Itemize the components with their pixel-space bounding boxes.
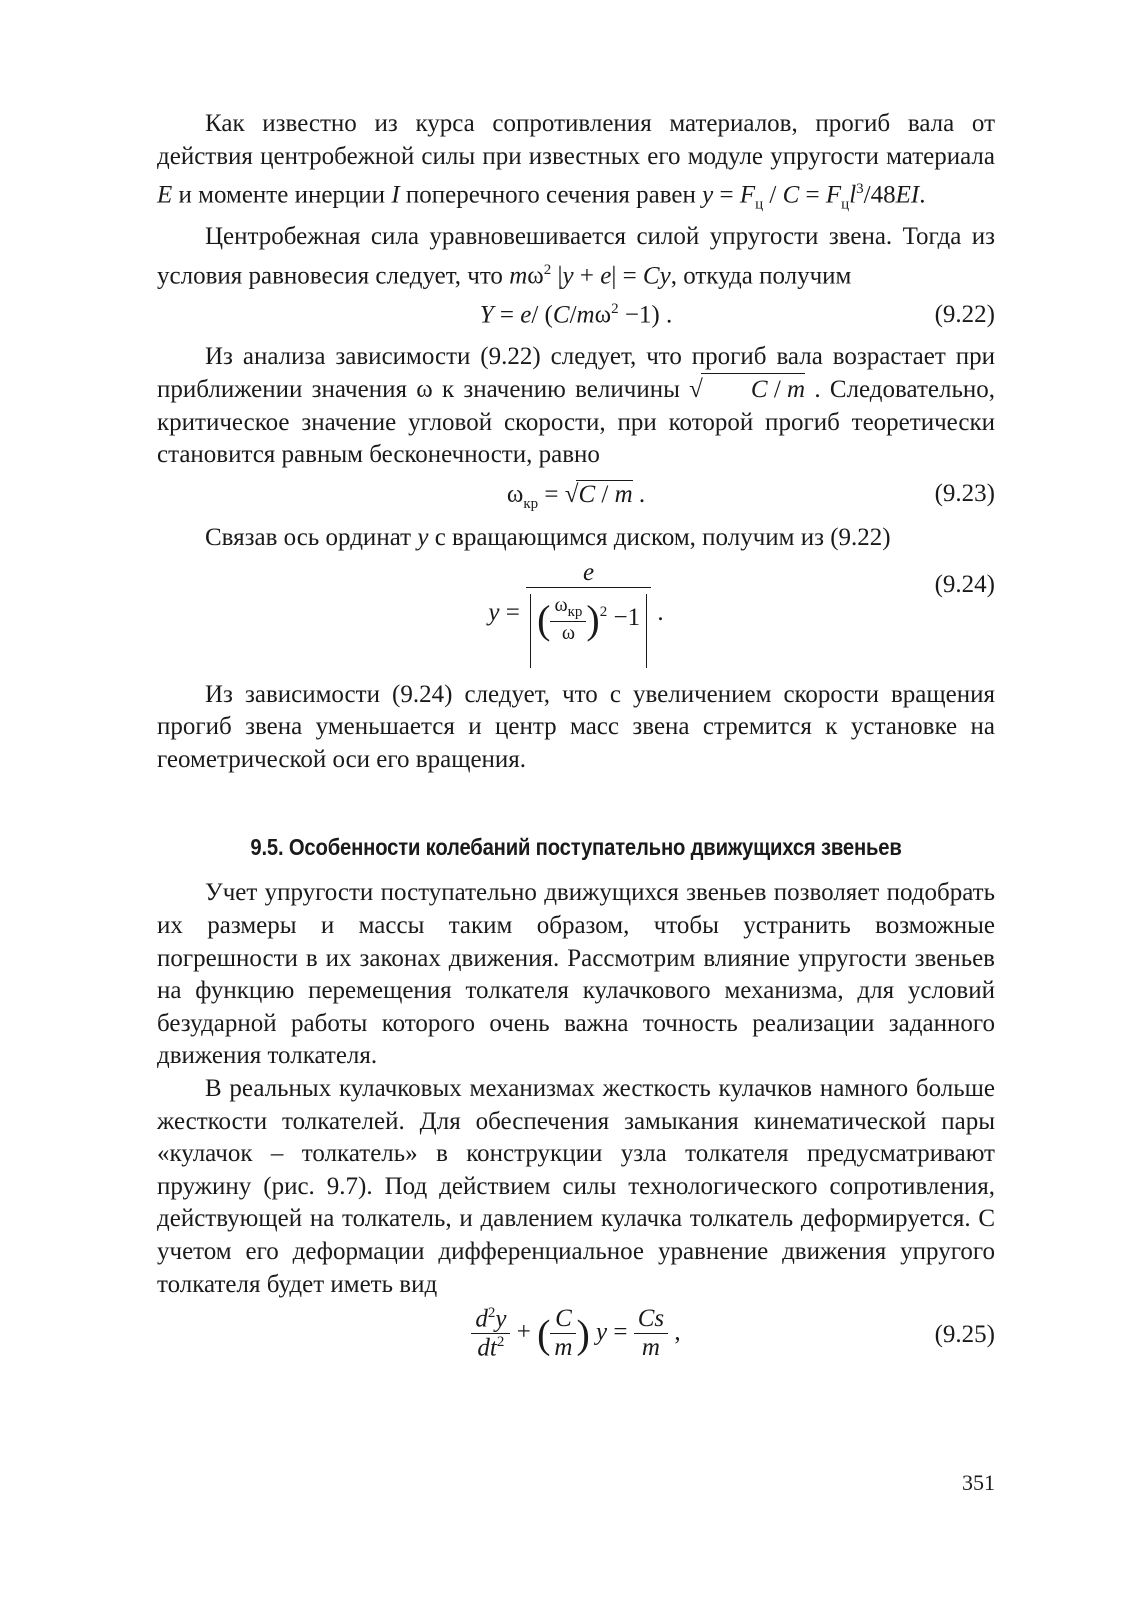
page-number: 351 <box>962 1470 995 1495</box>
equation-number: (9.23) <box>934 480 995 507</box>
page-body <box>157 108 995 1381</box>
paragraph-3: Из анализа зависимости (9.22) следует, что прогиб вала возрастает при приближении значения ω к значению величины √ C / m . Следовательно, критическое значение угловой скорости, при которой прогиб теоретически становится равным бесконечности, равно <box>157 342 995 469</box>
equation-number: (9.24) <box>934 570 995 598</box>
paragraph-4: Связав ось ординат y с вращающимся диском, получим из (9.22) <box>205 524 891 551</box>
equation-9-22: Y = e/ $(C/m\omega^2 -1)$ . (9.22) <box>479 300 995 328</box>
equation-number: (9.22) <box>934 300 995 328</box>
paragraph-5: Из зависимости (9.24) следует, что с увеличением скорости вращения прогиб звена уменьшается и центр масс звена стремится к установке на геометрической оси его вращения. <box>157 680 995 773</box>
paragraph-1: Как известно из курса сопротивления материалов, прогиб вала от действия центробежной силы при известных его модуле упругости материала E и моменте инерции I поперечного сечения равен $y = F_ц / C = F_цl^3/48EI$. <box>157 110 995 213</box>
paragraph-6: Учет упругости поступательно движущихся звеньев позволяет подобрать их размеры и массы таким образом, чтобы устранить возможные погрешности в их законах движения. Рассмотрим влияние упругости звеньев на функцию перемещения толкателя кулачкового механизма, для условий безударной работы которого очень важна точность реализации заданного движения толкателя. <box>157 879 995 1070</box>
equation-9-25: $\frac{d^2y}{dt^2}$ + ( $\frac{C}{m}$ ) y = $\frac{Cs}{m}$ , (9.25) <box>157 1301 995 1381</box>
equation-number: (9.25) <box>934 1321 995 1349</box>
equation-9-24: y = e ( $\frac{\omega_{кр}}{\omega}$ )$^2$ −1 . (9.24) <box>157 555 995 679</box>
equation-9-23: $\omega_{кр} = √C / m$ . (9.23) <box>506 480 995 512</box>
paragraph-2: Центробежная сила уравновешивается силой упругости звена. Тогда из условия равновесия следует, что $m\omega^2$ |y + e| = Cy, откуда получим <box>157 223 995 290</box>
section-heading: 9.5. Особенности колебаний поступательно движущихся звеньев <box>250 834 902 861</box>
paragraph-7: В реальных кулачковых механизмах жесткость кулачков намного больше жесткости толкателей. Для обеспечения замыкания кинематической пары «кулачок – толкатель» в конструкции узла толкателя предусматривают пружину (рис. 9.7). Под действием силы технологического сопротивления, действующей на толкатель, и давлением кулачка толкатель деформируется. С учетом его деформации дифференциальное уравнение движения упругого толкателя будет иметь вид <box>157 1074 995 1298</box>
